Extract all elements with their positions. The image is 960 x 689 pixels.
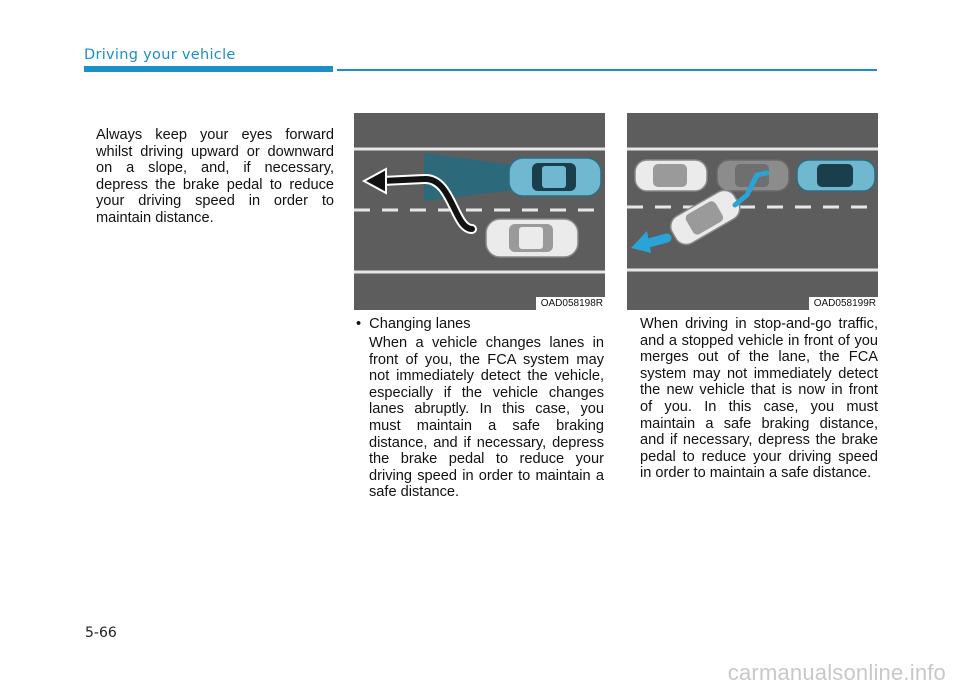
middle-paragraph: When a vehicle changes lanes in front of you, the FCA system may not immediately detect the vehicle, especially if the vehicle changes lanes abruptly. In this case, you must maintain a safe braking distance, and if necessary, depress the brake pedal to reduce your driving speed in order to maintain a safe distance.: [369, 335, 604, 501]
figure-lane-change: [354, 113, 605, 310]
right-paragraph: When driving in stop-and-go traffic, and a stopped vehicle in front of you merges out of the lane, the FCA system may not immediately detect the new vehicle that is now in front of you. In this case, you must maintain a safe braking distance, and if necessary, depress the brake pedal to reduce your driving speed in order to maintain a safe distance.: [640, 316, 878, 482]
figure-stop-and-go: [627, 113, 878, 310]
figure-code: OAD058198R: [536, 297, 605, 310]
bullet-heading: [356, 316, 471, 332]
blue-car-icon: [509, 158, 601, 196]
bullet-icon: •: [356, 316, 362, 332]
section-title: Driving your vehicle: [84, 47, 236, 63]
white-car-icon: [635, 160, 707, 191]
figure-code: OAD058199R: [809, 297, 878, 310]
watermark: carmanualsonline.info: [727, 660, 946, 685]
bullet-heading-text: Changing lanes: [369, 316, 471, 332]
white-car-icon: [486, 219, 578, 257]
blue-car-icon: [797, 160, 875, 191]
header-rule-thin: [337, 69, 877, 71]
left-paragraph: Always keep your eyes forward whilst driving upward or downward on a slope, and, if necessary, depress the brake pedal to reduce your driving speed in order to maintain distance.: [96, 127, 334, 226]
page-number: 5-66: [85, 625, 117, 641]
header-rule-thick: [84, 66, 333, 72]
